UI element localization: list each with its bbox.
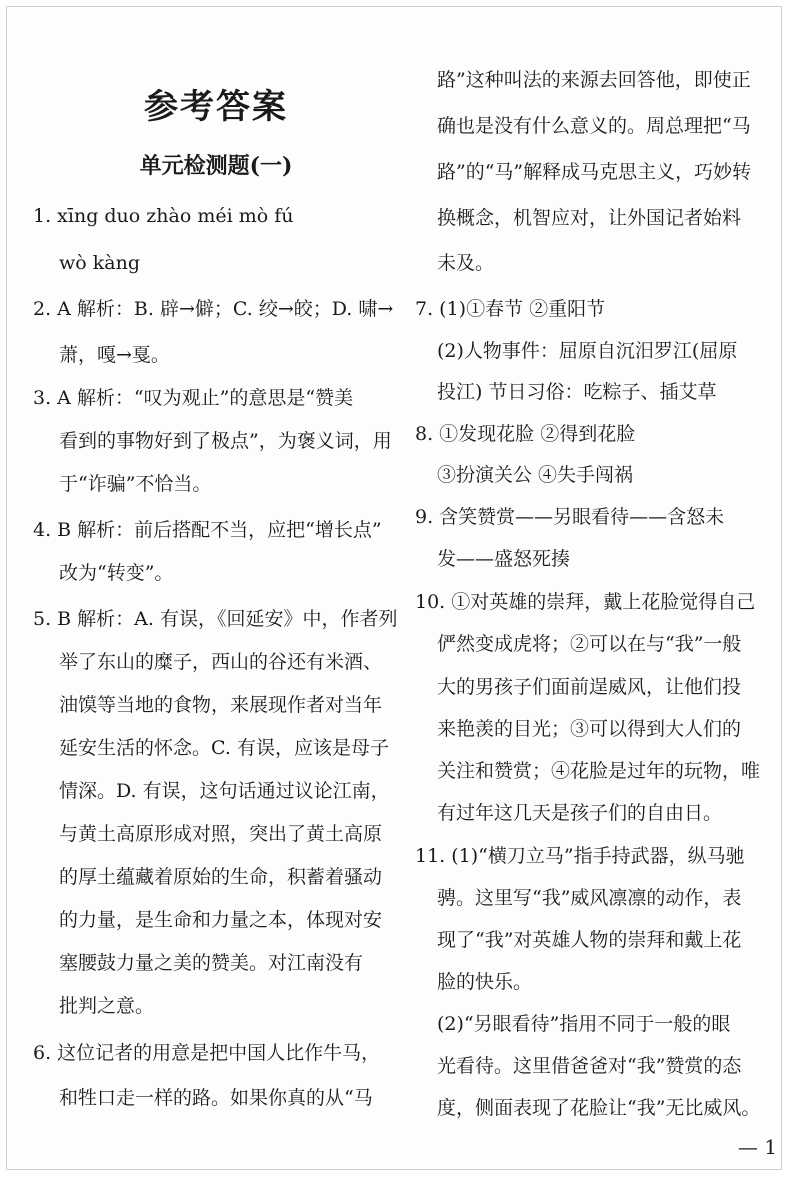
answer-line: wò kàng	[59, 252, 140, 274]
answer-line: 大的男孩子们面前逞威风，让他们投	[437, 676, 742, 698]
answer-line: 9. 含笑赞赏——另眼看待——含怒未	[415, 506, 725, 528]
page-number-marker: — 1	[737, 1135, 777, 1159]
answer-line: 路”的“马”解释成马克思主义，巧妙转	[437, 161, 752, 183]
answer-line: 的厚土蕴藏着原始的生命，积蓄着骚动	[59, 866, 383, 888]
answer-line: 萧，嘎→戛。	[59, 344, 170, 366]
answer-line: 确也是没有什么意义的。周总理把“马	[437, 115, 751, 137]
answer-line: 光看待。这里借爸爸对“我”赞赏的态	[437, 1055, 742, 1077]
answer-line: 俨然变成虎将；②可以在与“我”一般	[437, 633, 742, 655]
answer-line: 看到的事物好到了极点”，为褒义词，用	[59, 430, 392, 452]
answer-line: 现了“我”对英雄人物的崇拜和戴上花	[437, 929, 742, 951]
answer-line: 换概念，机智应对，让外国记者始料	[437, 207, 742, 229]
answer-line: 批判之意。	[59, 995, 155, 1017]
answer-line: 路”这种叫法的来源去回答他，即使正	[437, 69, 751, 91]
answer-line: 度，侧面表现了花脸让“我”无比威风。	[437, 1097, 761, 1119]
answer-line: 油馍等当地的食物，来展现作者对当年	[59, 694, 383, 716]
answer-line: 于“诈骗”不恰当。	[59, 473, 212, 495]
answer-line: 投江) 节日习俗：吃粽子、插艾草	[437, 381, 717, 403]
page-title: 参考答案	[144, 87, 288, 127]
answer-line: 3. A 解析：“叹为观止”的意思是“赞美	[33, 387, 354, 409]
answer-line: 10. ①对英雄的崇拜，戴上花脸觉得自己	[415, 591, 756, 613]
answer-line: 脸的快乐。	[437, 971, 533, 993]
left-column	[33, 7, 399, 1169]
right-column	[415, 7, 777, 1169]
answer-line: 的力量，是生命和力量之本，体现对安	[59, 909, 383, 931]
answer-line: 举了东山的糜子，西山的谷还有米酒、	[59, 651, 383, 673]
answer-line: ③扮演关公 ④失手闯祸	[437, 464, 634, 486]
answer-page	[6, 6, 782, 1170]
answer-line: (2)人物事件：屈原自沉汨罗江(屈原	[437, 340, 738, 362]
answer-line: 1. xīng duo zhào méi mò fú	[33, 205, 294, 227]
section-subtitle: 单元检测题(一)	[139, 153, 293, 179]
answer-line: 与黄土高原形成对照，突出了黄土高原	[59, 823, 383, 845]
answer-line: 延安生活的怀念。C. 有误，应该是母子	[59, 737, 389, 759]
answer-line: (2)“另眼看待”指用不同于一般的眼	[437, 1013, 731, 1035]
answer-line: 和牲口走一样的路。如果你真的从“马	[59, 1087, 373, 1109]
answer-line: 发——盛怒死揍	[437, 548, 571, 570]
answer-line: 7. (1)①春节 ②重阳节	[415, 298, 606, 320]
answer-line: 11. (1)“横刀立马”指手持武器，纵马驰	[415, 845, 745, 867]
answer-line: 塞腰鼓力量之美的赞美。对江南没有	[59, 952, 364, 974]
answer-line: 未及。	[437, 252, 495, 274]
answer-line: 8. ①发现花脸 ②得到花脸	[415, 423, 636, 445]
answer-line: 4. B 解析：前后搭配不当，应把“增长点”	[33, 519, 382, 541]
answer-line: 情深。D. 有误，这句话通过议论江南，	[59, 780, 390, 802]
answer-line: 5. B 解析：A. 有误，《回延安》中，作者列	[33, 608, 398, 630]
answer-line: 关注和赞赏；④花脸是过年的玩物，唯	[437, 760, 761, 782]
answer-line: 有过年这几天是孩子们的自由日。	[437, 802, 723, 824]
answer-line: 2. A 解析：B. 辟→僻；C. 绞→皎；D. 啸→	[33, 298, 394, 320]
answer-line: 来艳羡的目光；③可以得到大人们的	[437, 718, 742, 740]
answer-line: 骋。这里写“我”威风凛凛的动作，表	[437, 887, 742, 909]
answer-line: 改为“转变”。	[59, 562, 174, 584]
answer-line: 6. 这位记者的用意是把中国人比作牛马，	[33, 1042, 381, 1064]
